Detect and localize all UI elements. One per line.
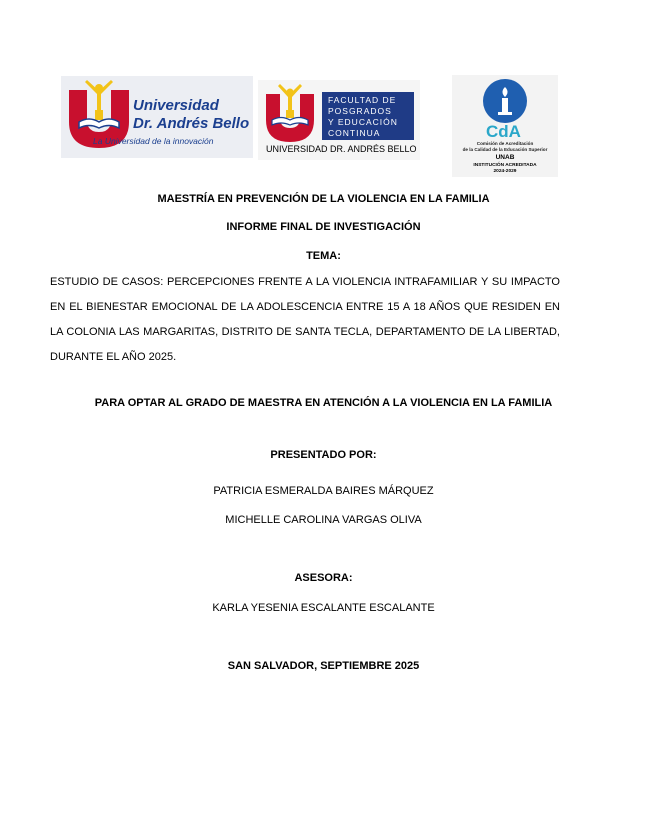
university-tagline: La Universidad de la innovación bbox=[93, 136, 214, 146]
place-date: SAN SALVADOR, SEPTIEMBRE 2025 bbox=[227, 660, 420, 672]
accreditation-mark: CdA bbox=[486, 122, 521, 141]
faculty-line3: Y EDUCACIÓN bbox=[328, 117, 398, 127]
faculty-footer: UNIVERSIDAD DR. ANDRÉS BELLO bbox=[266, 144, 417, 154]
topic-label: TEMA: bbox=[306, 250, 341, 262]
faculty-line4: CONTINUA bbox=[328, 128, 381, 138]
accreditation-line1: Comisión de Acreditación bbox=[476, 141, 534, 146]
faculty-logo bbox=[258, 80, 420, 160]
faculty-line2: POSGRADOS bbox=[328, 106, 392, 116]
university-emblem bbox=[61, 76, 253, 158]
presented-by-label: PRESENTADO POR: bbox=[270, 449, 377, 461]
university-name-line1: Universidad bbox=[133, 97, 219, 114]
program-title: MAESTRÍA EN PREVENCIÓN DE LA VIOLENCIA EN LA FAMILIA bbox=[157, 193, 490, 205]
accreditation-line5: 2024-2029 bbox=[493, 169, 517, 174]
accreditation-logo bbox=[452, 75, 558, 177]
faculty-emblem bbox=[258, 80, 420, 160]
author-1: PATRICIA ESMERALDA BAIRES MÁRQUEZ bbox=[213, 485, 434, 497]
accreditation-emblem bbox=[452, 75, 558, 177]
accreditation-line3: UNAB bbox=[495, 154, 515, 161]
university-name-line2: Dr. Andrés Bello bbox=[133, 115, 250, 132]
degree-statement: PARA OPTAR AL GRADO DE MAESTRA EN ATENCIÓN A LA VIOLENCIA EN LA FAMILIA bbox=[94, 397, 553, 409]
faculty-line1: FACULTAD DE bbox=[328, 95, 397, 105]
university-logo bbox=[61, 76, 253, 158]
advisor-name: KARLA YESENIA ESCALANTE ESCALANTE bbox=[212, 602, 435, 614]
accreditation-line2: de la Calidad de la Educación Superior bbox=[462, 147, 548, 152]
author-2: MICHELLE CAROLINA VARGAS OLIVA bbox=[225, 514, 422, 526]
advisor-label: ASESORA: bbox=[294, 572, 353, 584]
accreditation-line4: INSTITUCIÓN ACREDITADA bbox=[473, 163, 537, 168]
topic-text: ESTUDIO DE CASOS: PERCEPCIONES FRENTE A LA VIOLENCIA INTRAFAMILIAR Y SU IMPACTO EN EL BIENESTAR EMOCIONAL DE LA ADOLESCENCIA ENTRE 15 A 18 AÑOS QUE RESIDEN EN LA COLONIA LAS MARGARITAS, DISTRITO DE SANTA TECLA, DEPARTAMENTO DE LA LIBERTAD, DURANTE EL AÑO 2025. bbox=[50, 276, 560, 363]
report-type: INFORME FINAL DE INVESTIGACIÓN bbox=[226, 221, 421, 233]
